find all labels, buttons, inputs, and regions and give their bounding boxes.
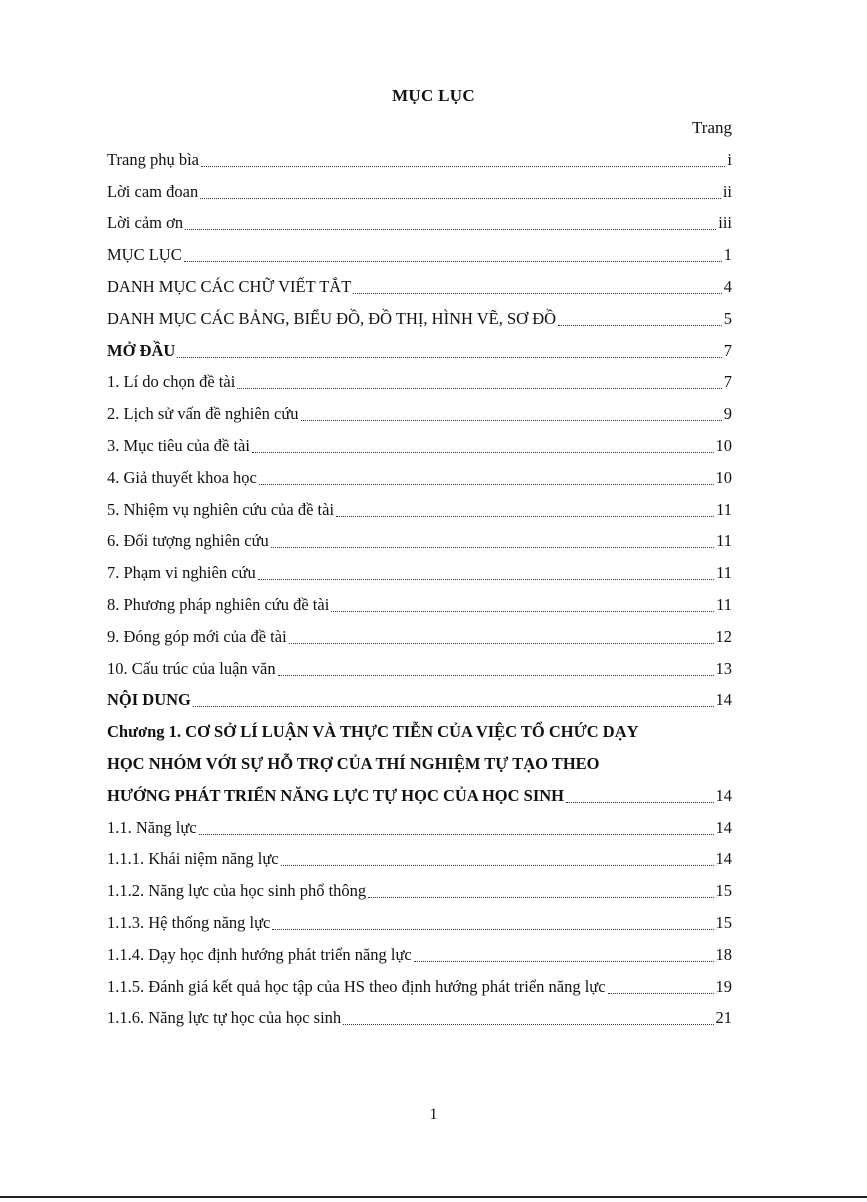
dot-leader	[252, 451, 714, 453]
chapter-title-line-2: HỌC NHÓM VỚI SỰ HỖ TRỢ CỦA THÍ NGHIỆM TỰ TẠO THEO	[107, 754, 600, 774]
dot-leader	[278, 674, 714, 676]
toc-entry[interactable]	[107, 239, 732, 271]
toc-entry[interactable]	[107, 494, 732, 526]
toc-entry-label: 8. Phương pháp nghiên cứu đề tài	[107, 595, 330, 615]
toc-section-front	[107, 144, 732, 716]
dot-leader	[199, 833, 714, 835]
dot-leader	[301, 419, 722, 421]
toc-entry[interactable]	[107, 335, 732, 367]
toc-entry-label: 2. Lịch sử vấn đề nghiên cứu	[107, 404, 299, 424]
toc-entry-label: 5. Nhiệm vụ nghiên cứu của đề tài	[107, 499, 335, 519]
dot-leader	[237, 387, 721, 389]
toc-entry-label: 1.1. Năng lực	[107, 817, 197, 837]
toc-entry-page: 5	[723, 308, 732, 328]
dot-leader	[336, 515, 714, 517]
toc-entry-label: 7. Phạm vi nghiên cứu	[107, 563, 256, 583]
toc-entry-label: 1.1.6. Năng lực tự học của học sinh	[107, 1008, 342, 1028]
toc-entry-page: 9	[723, 404, 732, 424]
toc-entry-page: 15	[715, 913, 732, 933]
dot-leader	[566, 801, 713, 803]
dot-leader	[343, 1023, 713, 1025]
toc-entry-page: 14	[715, 785, 732, 805]
toc-entry[interactable]	[107, 812, 732, 844]
toc-entry[interactable]	[107, 144, 732, 176]
toc-entry-page: 14	[715, 849, 732, 869]
toc-entry-page: 18	[715, 944, 732, 964]
toc-entry-page: 21	[715, 1008, 732, 1028]
dot-leader	[184, 260, 722, 262]
toc-entry-page: 10	[715, 467, 732, 487]
toc-entry[interactable]	[107, 462, 732, 494]
dot-leader	[185, 228, 716, 230]
toc-entry-label: 3. Mục tiêu của đề tài	[107, 436, 250, 456]
dot-leader	[193, 705, 714, 707]
toc-entry-label: NỘI DUNG	[107, 690, 191, 710]
dot-leader	[331, 610, 714, 612]
bottom-border	[0, 1196, 867, 1198]
toc-entry[interactable]	[107, 1003, 732, 1035]
toc-entry-page: 10	[715, 436, 732, 456]
dot-leader	[368, 896, 713, 898]
toc-entry-page: 13	[715, 658, 732, 678]
toc-entry[interactable]	[107, 875, 732, 907]
toc-entry-page: 7	[723, 372, 732, 392]
toc-entry-page: 11	[716, 563, 732, 583]
dot-leader	[289, 642, 714, 644]
toc-entry[interactable]	[107, 208, 732, 240]
toc-section-chapter-1	[107, 812, 732, 1035]
toc-entry-page: i	[727, 149, 732, 169]
toc-entry-page: 12	[715, 626, 732, 646]
toc-entry-label: 1.1.1. Khái niệm năng lực	[107, 849, 279, 869]
page-number: 1	[429, 1106, 438, 1123]
toc-entry[interactable]	[107, 303, 732, 335]
toc-entry-label: 10. Cấu trúc của luận văn	[107, 658, 276, 678]
toc-entry-label: 1. Lí do chọn đề tài	[107, 372, 236, 392]
dot-leader	[258, 578, 714, 580]
toc-entry[interactable]	[107, 907, 732, 939]
dot-leader	[608, 992, 714, 994]
toc-entry-label: 9. Đóng góp mới của đề tài	[107, 626, 287, 646]
dot-leader	[201, 165, 725, 167]
toc-entry-label: 1.1.2. Năng lực của học sinh phổ thông	[107, 881, 367, 901]
toc-entry-label: MỞ ĐẦU	[107, 340, 176, 360]
toc-entry-page: 14	[715, 817, 732, 837]
toc-entry[interactable]	[107, 526, 732, 558]
toc-entry-label: MỤC LỤC	[107, 245, 182, 265]
toc-entry-page: 14	[715, 690, 732, 710]
toc-entry-label: DANH MỤC CÁC CHỮ VIẾT TẮT	[107, 277, 352, 297]
toc-entry-label: 1.1.4. Dạy học định hướng phát triển năng lực	[107, 944, 412, 964]
toc-entry-label: 4. Giả thuyết khoa học	[107, 467, 257, 487]
toc-entry[interactable]	[107, 653, 732, 685]
toc-entry[interactable]	[107, 557, 732, 589]
dot-leader	[259, 483, 714, 485]
toc-entry[interactable]	[107, 844, 732, 876]
toc-entry[interactable]	[107, 176, 732, 208]
toc-entry-page: 11	[716, 531, 732, 551]
toc-entry-label: HƯỚNG PHÁT TRIỂN NĂNG LỰC TỰ HỌC CỦA HỌC SINH	[107, 785, 565, 805]
toc-entry[interactable]	[107, 621, 732, 653]
dot-leader	[281, 864, 714, 866]
toc-entry-label: Lời cảm ơn	[107, 213, 184, 233]
toc-entry-label: Lời cam đoan	[107, 181, 199, 201]
toc-entry-page: 11	[716, 499, 732, 519]
dot-leader	[271, 546, 714, 548]
toc-entry[interactable]	[107, 430, 732, 462]
toc-entry-label: Trang phụ bìa	[107, 149, 199, 169]
toc-entry-page: 11	[716, 595, 732, 615]
dot-leader	[177, 356, 721, 358]
table-of-contents	[107, 144, 732, 1034]
chapter-title-line-3	[107, 780, 732, 812]
toc-entry-page: 7	[723, 340, 732, 360]
toc-heading: MỤC LỤC	[392, 86, 475, 105]
toc-entry[interactable]	[107, 398, 732, 430]
dot-leader	[558, 324, 722, 326]
toc-entry-page: ii	[722, 181, 732, 201]
toc-entry-label: DANH MỤC CÁC BẢNG, BIỂU ĐỒ, ĐỒ THỊ, HÌNH VẼ, SƠ ĐỒ	[107, 308, 557, 328]
toc-entry-label: 1.1.3. Hệ thống năng lực	[107, 913, 271, 933]
chapter-title-line-1: Chương 1. CƠ SỞ LÍ LUẬN VÀ THỰC TIỄN CỦA VIỆC TỔ CHỨC DẠY	[107, 722, 639, 742]
toc-entry[interactable]	[107, 971, 732, 1003]
toc-entry-page: iii	[718, 213, 732, 233]
page-column-label: Trang	[692, 118, 732, 137]
toc-entry-page: 1	[723, 245, 732, 265]
toc-entry-label: 1.1.5. Đánh giá kết quả học tập của HS theo định hướng phát triển năng lực	[107, 976, 606, 996]
toc-entry-page: 19	[715, 976, 732, 996]
dot-leader	[353, 292, 721, 294]
toc-entry-label: 6. Đối tượng nghiên cứu	[107, 531, 269, 551]
dot-leader	[200, 197, 721, 199]
toc-entry[interactable]	[107, 685, 732, 717]
toc-entry[interactable]	[107, 271, 732, 303]
dot-leader	[414, 960, 714, 962]
toc-entry[interactable]	[107, 939, 732, 971]
toc-chapter-1[interactable]	[107, 716, 732, 811]
toc-entry[interactable]	[107, 367, 732, 399]
toc-entry-page: 4	[723, 277, 732, 297]
toc-entry[interactable]	[107, 589, 732, 621]
dot-leader	[272, 928, 713, 930]
toc-entry-page: 15	[715, 881, 732, 901]
